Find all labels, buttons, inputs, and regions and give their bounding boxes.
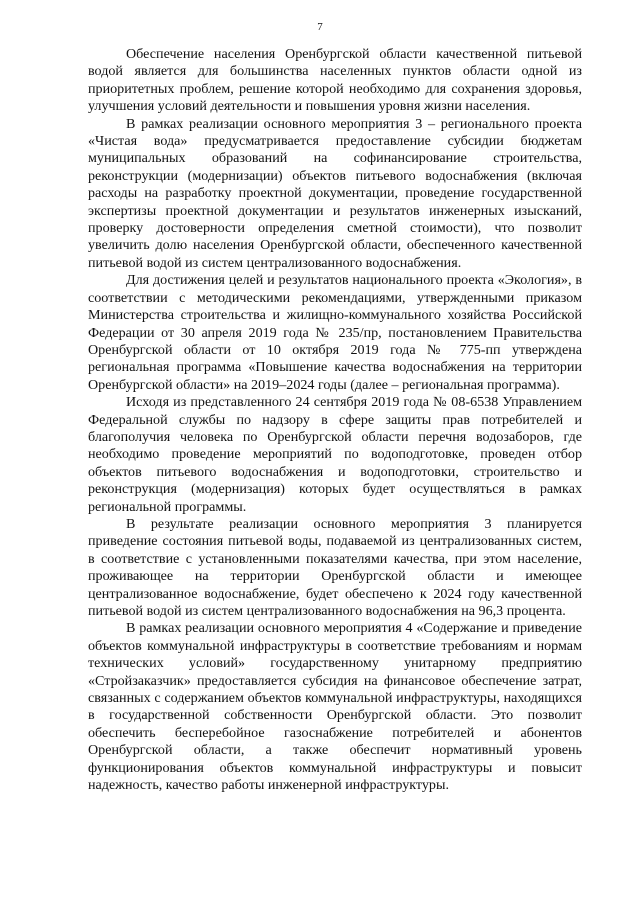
paragraph-ecology-program: Для достижения целей и результатов национального проекта «Экология», в соответствии с методическими рекомендациями, утвержденными приказом Министерства строительства и жилищно-коммунального хозяйства Российской Федерации от 30 апреля 2019 года № 235/пр, постановлением Правительства Оренбургской области от 10 октября 2019 года № 775-пп утверждена региональная программа «Повышение качества водоснабжения на территории Оренбургской области» на 2019–2024 годы (далее – региональная программа). xyxy=(88,272,582,393)
paragraph-measure-4-subsidy: В рамках реализации основного мероприятия 4 «Содержание и приведение объектов коммунальной инфраструктуры в соответствие требованиям и нормам технических условий» государственному унитарному предприятию «Стройзаказчик» предоставляется субсидия на финансовое обеспечение затрат, связанных с содержанием объектов коммунальной инфраструктуры, находящихся в государственной собственности Оренбургской области. Это позволит обеспечить бесперебойное газоснабжение потребителей и абонентов Оренбургской области, а также обеспечит нормативный уровень функционирования объектов коммунальной инфраструктуры и повысит надежность, качество работы инженерной инфраструктуры. xyxy=(88,620,582,794)
paragraph-drinking-water-intro: Обеспечение населения Оренбургской области качественной питьевой водой является для большинства населенных пунктов области одной из приоритетных проблем, решение которой необходимо для сохранения здоровья, улучшения условий деятельности и повышения уровня жизни населения. xyxy=(88,46,582,115)
document-body xyxy=(88,46,582,794)
paragraph-water-intake-selection: Исходя из представленного 24 сентября 2019 года № 08-6538 Управлением Федеральной службы по надзору в сфере защиты прав потребителей и благополучия человека по Оренбургской области перечня водозаборов, где необходимо проведение мероприятий по водоподготовке, проведен отбор объектов питьевого водоснабжения и водоподготовки, строительство и реконструкция (модернизация) которых будет осуществляться в рамках региональной программы. xyxy=(88,394,582,515)
paragraph-measure-3-results: В результате реализации основного мероприятия 3 планируется приведение состояния питьевой воды, подаваемой из централизованных систем, в соответствие с установленными показателями качества, при этом население, проживающее на территории Оренбургской области и имеющее централизованное водоснабжение, будет обеспечено к 2024 году качественной питьевой водой из систем централизованного водоснабжения на 96,3 процента. xyxy=(88,515,582,619)
page-number: 7 xyxy=(317,21,323,33)
paragraph-clean-water-project: В рамках реализации основного мероприятия 3 – регионального проекта «Чистая вода» предусматривается предоставление субсидии бюджетам муниципальных образований на софинансирование строительства, реконструкции (модернизации) объектов питьевого водоснабжения (включая расходы на разработку проектной документации, проведение государственной экспертизы проектной документации и результатов инженерных изысканий, проверку достоверности определения сметной стоимости), что позволит увеличить долю населения Оренбургской области, обеспеченного качественной питьевой водой из систем централизованного водоснабжения. xyxy=(88,115,582,271)
